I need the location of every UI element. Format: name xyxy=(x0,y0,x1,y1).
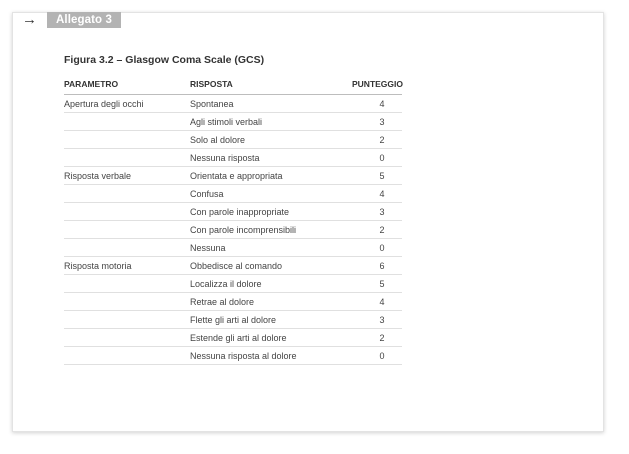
cell-risposta: Orientata e appropriata xyxy=(190,167,352,185)
cell-risposta: Estende gli arti al dolore xyxy=(190,329,352,347)
column-header-parametro: PARAMETRO xyxy=(64,79,119,89)
cell-risposta: Nessuna risposta xyxy=(190,149,352,167)
cell-punteggio: 3 xyxy=(352,203,402,221)
cell-parametro xyxy=(64,347,190,365)
table-row xyxy=(64,95,402,113)
table-row xyxy=(64,149,402,167)
table-row xyxy=(64,275,402,293)
cell-punteggio: 2 xyxy=(352,131,402,149)
cell-punteggio: 2 xyxy=(352,221,402,239)
table-row xyxy=(64,167,402,185)
cell-punteggio: 4 xyxy=(352,95,402,113)
cell-punteggio: 4 xyxy=(352,293,402,311)
table-row xyxy=(64,257,402,275)
gcs-table xyxy=(64,77,402,365)
column-header-risposta: RISPOSTA xyxy=(190,79,233,89)
cell-punteggio: 3 xyxy=(352,113,402,131)
table-row xyxy=(64,203,402,221)
cell-punteggio: 4 xyxy=(352,185,402,203)
cell-parametro xyxy=(64,221,190,239)
cell-parametro: Risposta verbale xyxy=(64,171,132,181)
table-row xyxy=(64,113,402,131)
cell-parametro xyxy=(64,311,190,329)
table-row xyxy=(64,329,402,347)
cell-parametro xyxy=(64,329,190,347)
cell-risposta: Solo al dolore xyxy=(190,131,352,149)
appendix-tag: Allegato 3 xyxy=(47,12,121,28)
table-row xyxy=(64,239,402,257)
table-header-row xyxy=(64,77,402,95)
cell-risposta: Agli stimoli verbali xyxy=(190,113,352,131)
figure-title: Figura 3.2 – Glasgow Coma Scale (GCS) xyxy=(64,54,265,66)
cell-parametro xyxy=(64,275,190,293)
cell-punteggio: 0 xyxy=(352,347,402,365)
cell-risposta: Retrae al dolore xyxy=(190,293,352,311)
table-row xyxy=(64,311,402,329)
cell-parametro xyxy=(64,239,190,257)
table-body xyxy=(64,95,402,365)
cell-punteggio: 3 xyxy=(352,311,402,329)
arrow-right-icon: → xyxy=(22,11,37,28)
cell-parametro: Risposta motoria xyxy=(64,261,132,271)
row-divider xyxy=(64,364,190,365)
cell-parametro xyxy=(64,113,190,131)
cell-punteggio: 0 xyxy=(352,149,402,167)
cell-risposta: Con parole inappropriate xyxy=(190,203,352,221)
table-row xyxy=(64,131,402,149)
cell-punteggio: 0 xyxy=(352,239,402,257)
cell-risposta: Nessuna risposta al dolore xyxy=(190,347,352,365)
cell-risposta: Spontanea xyxy=(190,95,352,113)
cell-parametro xyxy=(64,293,190,311)
cell-punteggio: 2 xyxy=(352,329,402,347)
cell-punteggio: 6 xyxy=(352,257,402,275)
cell-risposta: Con parole incomprensibili xyxy=(190,221,352,239)
cell-punteggio: 5 xyxy=(352,167,402,185)
cell-risposta: Obbedisce al comando xyxy=(190,257,352,275)
table-row xyxy=(64,293,402,311)
cell-parametro: Apertura degli occhi xyxy=(64,99,144,109)
cell-parametro xyxy=(64,131,190,149)
table-row xyxy=(64,185,402,203)
table-row xyxy=(64,221,402,239)
cell-risposta: Confusa xyxy=(190,185,352,203)
cell-parametro xyxy=(64,149,190,167)
cell-risposta: Nessuna xyxy=(190,239,352,257)
table-row xyxy=(64,347,402,365)
cell-risposta: Localizza il dolore xyxy=(190,275,352,293)
cell-parametro xyxy=(64,185,190,203)
cell-parametro xyxy=(64,203,190,221)
column-header-punteggio: PUNTEGGIO xyxy=(352,79,404,89)
cell-risposta: Flette gli arti al dolore xyxy=(190,311,352,329)
cell-punteggio: 5 xyxy=(352,275,402,293)
